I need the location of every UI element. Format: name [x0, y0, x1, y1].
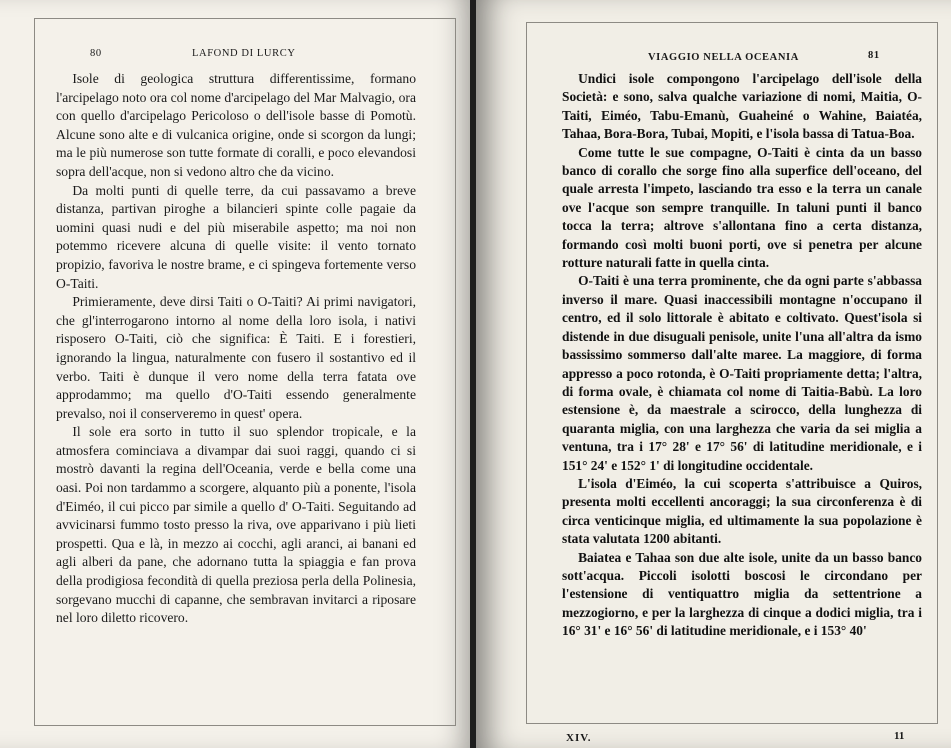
sheet-number: 11: [894, 730, 905, 742]
right-paragraph: O-Taiti è una terra prominente, che da ogni parte s'abbassa inverso il mare. Quasi inaccessibili montagne n'occupano il centro, ed il solo littorale è abitato e coltivato. Quest'isola si distende in due disuguali penisole, unite l'una all'altra da ismo bassissimo sommerso dall'alte maree. La maggiore, di forma appresso a poco rotonda, è O-Taiti propriamente detta; l'altra, di forma ovale, è chiamata col nome di Taitia-Babù. La loro estensione è, da maestrale a scirocco, della lunghezza di quaranta miglia, con una larghezza che varia da sei miglia a ventuna, tra i 17° 28' e 17° 56' di latitudine meridionale, e i 151° 24' e 152° 1' di longitudine occidentale.: [562, 273, 922, 473]
right-paragraph: Baiatea e Tahaa son due alte isole, unite da un basso banco sott'acqua. Piccoli isolotti boscosi le circondano per l'estensione di ventiquattro miglia da settentrione a mezzogiorno, e per la larghezza di cinque a dodici miglia, tra i 16° 31' e 16° 56' di latitudine meridionale, e i 153° 40': [562, 549, 922, 639]
left-running-head: LAFOND DI LURCY: [192, 48, 296, 59]
left-page-number: 80: [90, 48, 102, 59]
right-paragraph: Come tutte le sue compagne, O-Taiti è cinta da un basso banco di corallo che sorge fino alla superfice dell'oceano, del quale arresta l'impeto, lasciando tra esso e la terra un canale ove l'acque son sempre tranquille. In taluni punti il banco tocca la terra; altrove s'allontana fino a certa distanza, formando così molti buoni porti, ove si penetra per alcune rotture naturali fatte in quella cinta.: [562, 144, 922, 271]
right-page-number: 81: [868, 50, 880, 61]
left-page: [0, 0, 472, 748]
right-paragraph: Undici isole compongono l'arcipelago dell'isole della Società: e sono, salva qualche variazione di nomi, Maitia, O-Taiti, Eiméo, Tabu-Emanù, Guaheiné o Wahine, Baiatéa, Tahaa, Bora-Bora, Tubai, Mopiti, e l'isola bassa di Tatua-Boa.: [562, 71, 922, 142]
left-paragraph: Il sole era sorto in tutto il suo splendor tropicale, e la atmosfera cominciava a divampar dai suoi raggi, quando ci si mostrò davanti la regina dell'Oceania, verde e bella come una oasi. Poi non tardammo a scorgere, alquanto più a ponente, l'isola d'Eiméo, il cui picco par simile a quello d' O-Taiti. Seguitando ad avvicinarsi fummo tosto presso la riva, ove apparivano i più lieti prospetti. Qua e là, in mezzo ai cocchi, agli aranci, ai banani ed agli alberi da pane, che adornano tutta la spiaggia e fan prova della prodigiosa fecondità di quella preziosa perla della Polinesia, sorgevano mucchi di capanne, che sembravan invitarci a riposare nel loro diletto ricovero.: [56, 424, 416, 626]
left-page-body: [56, 70, 416, 628]
left-paragraph: Isole di geologica struttura differentissime, formano l'arcipelago noto ora col nome d'arcipelago del Mar Malvagio, ora con quello d'arcipelago Pericoloso o dell'isole basse di Pomotù. Alcune sono alte e di vulcanica origine, onde si scorgon da lungi; ma le più numerose son tutte formate di coralli, e poco elevandosi sopra dell'acque, non si vedono altro che da vicino.: [56, 71, 416, 179]
right-running-head: VIAGGIO NELLA OCEANIA: [648, 52, 799, 63]
right-paragraph: L'isola d'Eiméo, la cui scoperta s'attribuisce a Quiros, presenta molti eccellenti ancoraggi; la sua circonferenza è di circa venticinque miglia, ed ultimamente la sua popolazione è stata valutata 1200 abitanti.: [562, 475, 922, 547]
right-page-body: [562, 70, 922, 641]
left-paragraph: Da molti punti di quelle terre, da cui passavamo a breve distanza, partivan piroghe a bilancieri spinte colle pagaie da uomini quasi nudi e del più miserabile aspetto; ma noi non potemmo ricevere alcuna di quelle visite: il vento tornato propizio, favoriva le nostre brame, e ci spingeva fortemente verso O-Taiti.: [56, 182, 416, 291]
right-page: [476, 0, 951, 748]
signature-mark: XIV.: [566, 732, 592, 744]
left-paragraph: Primieramente, deve dirsi Taiti o O-Taiti? Ai primi navigatori, che gl'interrogarono intorno al nome della loro isola, i nativi risposero O-Taiti, ciò che significa: È Taiti. E i forestieri, ignorando la lingua, naturalmente con fusero il sostantivo ed il verbo. Taiti è dunque il vero nome della terra fatata ove approdammo; ma quello d'O-Taiti essendo generalmente prevalso, noi il conserveremo in quest' opera.: [56, 294, 416, 421]
